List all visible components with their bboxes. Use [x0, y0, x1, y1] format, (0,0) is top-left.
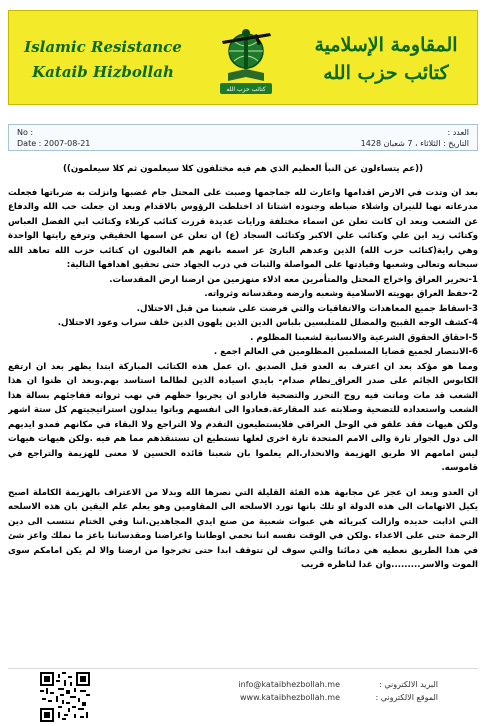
- latin-line-1: Islamic Resistance: [24, 38, 182, 56]
- qr-code-icon: [40, 672, 90, 722]
- goal-3: 3-اسقاط جميع المعاهدات والاتفاقيات والتي فرضت على شعبنا من قبل الاحتلال.: [136, 303, 478, 314]
- date-field-ar: التاريخ : الثلاثاء ، 7 شعبان 1428: [360, 139, 469, 148]
- website-label: الموقع الالكتروني :: [375, 693, 438, 702]
- statement-body: [8, 156, 478, 666]
- contact-info: [180, 678, 460, 704]
- arabic-line-1: المقاومة الإسلامية: [314, 34, 458, 56]
- goal-6: 6-الانتصار لجميع قضايا المسلمين المظلومين في العالم اجمع .: [213, 347, 478, 357]
- emblem-caption: كتائب حزب الله: [226, 86, 266, 93]
- header-banner: [8, 10, 478, 105]
- document-meta: [8, 124, 478, 151]
- number-field-en: No :: [17, 128, 34, 137]
- goal-5: 5-احقاق الحقوق الشرعية والانسانية لشعبنا المظلوم .: [250, 332, 478, 343]
- goal-1: 1-تحرير العراق واخراج المحتل والمتأمرين معه اذلاء منهزمين من ارضنا ارض المقدسات.: [109, 274, 478, 285]
- latin-org-name: [23, 35, 183, 85]
- goal-2: 2-حفظ العراق بهويته الاسلامية وشعبه وارضه ومقدساته وثرواته.: [204, 289, 478, 299]
- arabic-line-2: كتائب حزب الله: [323, 62, 449, 84]
- goal-4: 4-كشف الوجه القبيح والمضلل للمتلبسين بلباس الدين الذين يلهون الذين خلف سراب وعود الاحتلال.: [57, 318, 478, 328]
- footer-divider: [8, 668, 478, 669]
- email-row: [180, 678, 460, 691]
- number-field-ar: العدد :: [447, 128, 469, 137]
- website-link[interactable]: www.kataibhezbollah.me: [239, 693, 340, 702]
- statement-title: ((عم يتساءلون عن النبأ العظيم الذي هم فيه مختلفون كلا سيعلمون ثم كلا سيعلمون)): [62, 164, 424, 174]
- paragraph-closing: ان العدو وبعد ان عجز عن مجابهة هذه الفئة القليلة التي نصرها الله وبدلا من الاعتراف بالهزيمة الكاملة اصبح يكيل الاتهامات الى هذه الدولة او تلك بانها تورد الاسلحه الى المقاومين وهو يعلم علم اليقين بان هذه الاسلحه التي اذابت حديده وازالت كبريائه هي عبوات شعبية من صنع ايدي المجاهدين.اننا وفي الختام ننتسب الى دين الرحمة حتى على الاعداء .ولكن في الوقت نفسه اننا نحمي اوطاننا واعراضنا ومقدساتنا باعز ما نملك واعز شئ في هذا الطريق نعطيه هي دمائنا والتي سوف لن تتوقف ابدا حتى تخرجوا من ارضنا والا لم يكن امامكم سوى الموت والاسر.........وان غدا لناظره قريب: [8, 487, 478, 570]
- paragraph-intro: بعد ان وتدت في الارض اقدامها واعارت لله جماجمها وصبت على المحتل جام غضبها وانزلت به ضرباتها فجعلت مدرعاته نهبا للنيران واشلاء ضباطه وجنوده اشتاتا اذ اختلطت الرؤوس بالاقدام وبعد ان جعلت حب الله والدفاع عن الشعب وبعد ان كانت تعلن عن اسماء مختلفة ورايات عديدة قررت كتائب كربلاء وكتائب ابي الفضل العباس وكتائب زيد ابن علي وكتائب علي الاكبر وكتائب السجاد (ع) ان تعلن عن اسمها الحقيقي وترفع رايتها الواحدة وهي راية(كتائب حزب الله) الذين وعدهم البارئ عز اسمه بانهم هم الغالبون ان كتائب حزب الله تعاهد الله سبحانه وتعالى وشعبها وقيادتها على المواصلة والثبات في درب الجهاد حتى تحقيق اهدافها التالية:: [8, 187, 478, 270]
- website-row: [180, 691, 460, 704]
- email-link[interactable]: info@kataibhezbollah.me: [238, 680, 340, 689]
- arabic-org-name: [301, 31, 471, 87]
- date-field-en: Date : 2007-08-21: [17, 139, 91, 148]
- meta-ltr: [17, 127, 90, 149]
- meta-rtl: [361, 127, 469, 149]
- email-label: البريد الالكتروني :: [379, 680, 438, 689]
- emblem-logo-icon: [214, 21, 278, 97]
- paragraph-second: ومما هو مؤكد بعد ان اعترف به العدو قبل الصديق .ان عمل هذه الكتائب المباركة ابتدا يظهر بعد ان ارتفع الكابوس الجائم على صدر العراق_نظام صدام- بايدي اسياده الذين لطالما استاسد بهم.وبعد ان ظنوا ان هذا الشعب قد مات وماتت فيه روح التحرر والتضحية فارادو ان يجربوا حظهم في نهب ثرواته ففاجئهم بسالة هذا الشعب واستعداده للتضحية وصلابته عند المقارعة.فعادوا الى انفسهم وباتوا يبدلون استراتيجيتهم كل ستة اشهر ولكن هيهات فقد علقو في الوحل العراقي فلايستطيعون التقدم ولا التراجع ولا البقاء في مكانهم فمدو ايديهم الى دول الجوار تارة والى الامم المتحدة تارة اخرى لعلها تستطيع ان تستنقذهم مما هم فيه .ولكن هيهات هيهات ليس امامهم الا طريق الهزيمة والانحدار.الم يعلموا بان شعبنا قائده الحسين لا معنى للهزيمة والتراجع في قاموسه.: [8, 361, 478, 473]
- latin-line-2: Kataib Hizbollah: [32, 63, 174, 81]
